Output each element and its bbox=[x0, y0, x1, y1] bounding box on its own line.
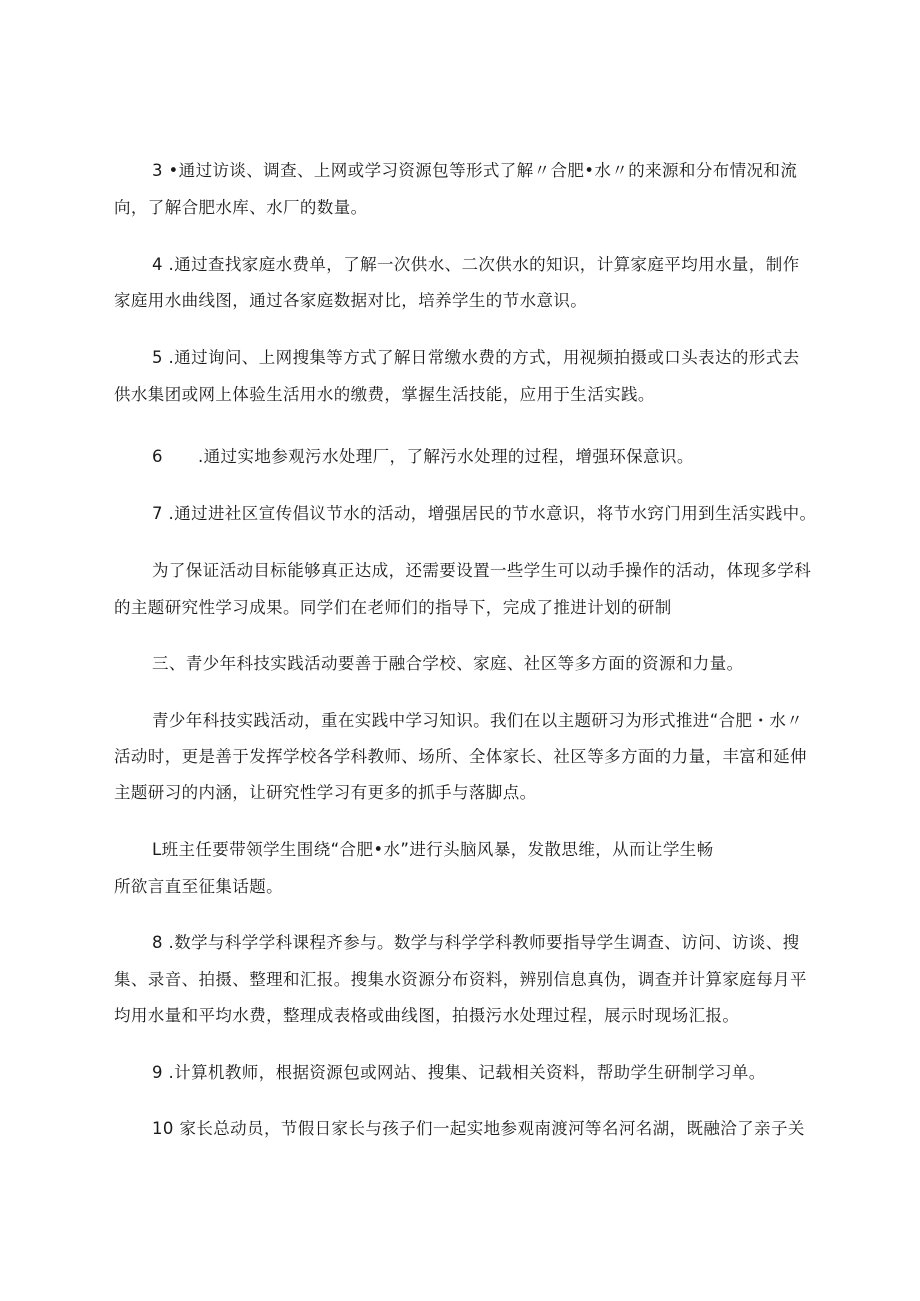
item-6-number: 6 bbox=[152, 447, 163, 466]
item-4-line-2 bbox=[114, 290, 587, 312]
item-8-text-1: .数学与科学学科课程齐参与。数学与科学学科教师要指导学生调查、访问、访谈、搜 bbox=[162, 933, 800, 952]
item-3-text-2: 向，了解合肥水库、水厂的数量。 bbox=[114, 198, 368, 217]
item-5-line-1 bbox=[152, 347, 800, 369]
item-3-number: 3 bbox=[152, 161, 163, 180]
item-4-text-2: 家庭用水曲线图，通过各家庭数据对比，培养学生的节水意识。 bbox=[114, 291, 588, 310]
item-8-line-3 bbox=[114, 1005, 739, 1027]
item-9-number: 9 bbox=[152, 1063, 163, 1082]
item-9-line-1 bbox=[152, 1062, 766, 1084]
goal-paragraph-line-2 bbox=[114, 597, 672, 619]
item-8-text-2: 集、录音、拍摄、整理和汇报。搜集水资源分布资料，辨别信息真伪，调查并计算家庭每月平 bbox=[114, 970, 807, 989]
item-8-text-3: 均用水量和平均水费，整理成表格或曲线图，拍摄污水处理过程，展示时现场汇报。 bbox=[114, 1006, 740, 1025]
item-6-text-1: .通过实地参观污水处理厂，了解污水处理的过程，增强环保意识。 bbox=[198, 447, 694, 466]
goal-paragraph-text-2: 的主题研究性学习成果。同学们在老师们的指导下，完成了推进计划的研制 bbox=[114, 598, 672, 617]
teacher-paragraph-text-1: L班主任要带领学生围绕“合肥•水”进行头脑风暴，发散思维，从而让学生畅 bbox=[152, 840, 714, 859]
item-10-number: 10 bbox=[152, 1119, 174, 1138]
item-9-text-1: .计算机教师，根据资源包或网站、搜集、记载相关资料，帮助学生研制学习单。 bbox=[162, 1063, 766, 1082]
item-8-line-2 bbox=[114, 969, 807, 991]
teacher-paragraph-text-2: 所欲言直至征集话题。 bbox=[114, 877, 283, 896]
youth-paragraph-line-1 bbox=[152, 710, 803, 732]
item-10-text-1: 家长总动员，节假日家长与孩子们一起实地参观南渡河等名河名湖，既融洽了亲子关 bbox=[173, 1119, 805, 1138]
item-5-line-2 bbox=[114, 384, 655, 406]
item-3-line-1 bbox=[152, 160, 797, 182]
youth-paragraph-text-1: 青少年科技实践活动，重在实践中学习知识。我们在以主题研习为形式推进“合肥・水〃 bbox=[152, 711, 804, 730]
youth-paragraph-text-2: 活动时，更是善于发挥学校各学科教师、场所、全体家长、社区等多方面的力量，丰富和延伸 bbox=[114, 747, 807, 766]
item-10-line-1 bbox=[152, 1118, 805, 1140]
section-heading-three bbox=[152, 653, 744, 675]
item-4-text-1: .通过查找家庭水费单，了解一次供水、二次供水的知识，计算家庭平均用水量，制作 bbox=[162, 255, 800, 274]
teacher-paragraph-line-1 bbox=[152, 839, 714, 861]
youth-paragraph-text-3: 主题研习的内涵，让研究性学习有更多的抓手与落脚点。 bbox=[114, 783, 537, 802]
item-5-number: 5 bbox=[152, 348, 163, 367]
item-3-line-2 bbox=[114, 197, 368, 219]
item-8-line-1 bbox=[152, 932, 800, 954]
item-5-text-2: 供水集团或网上体验生活用水的缴费，掌握生活技能，应用于生活实践。 bbox=[114, 385, 655, 404]
item-7-line-1 bbox=[152, 503, 816, 525]
youth-paragraph-line-2 bbox=[114, 746, 807, 768]
item-5-text-1: .通过询问、上网搜集等方式了解日常缴水费的方式，用视频拍摄或口头表达的形式去 bbox=[162, 348, 800, 367]
item-8-number: 8 bbox=[152, 933, 163, 952]
youth-paragraph-line-3 bbox=[114, 782, 537, 804]
goal-paragraph-line-1 bbox=[152, 560, 811, 582]
item-4-line-1 bbox=[152, 254, 800, 276]
item-4-number: 4 bbox=[152, 255, 163, 274]
section-heading-three-text: 三、青少年科技实践活动要善于融合学校、家庭、社区等多方面的资源和力量。 bbox=[152, 654, 744, 673]
item-7-text-1: .通过进社区宣传倡议节水的活动，增强居民的节水意识，将节水窍门用到生活实践中。 bbox=[162, 504, 817, 523]
teacher-paragraph-line-2 bbox=[114, 876, 283, 898]
item-7-number: 7 bbox=[152, 504, 163, 523]
item-3-text-1: •通过访谈、调查、上网或学习资源包等形式了解〃合肥•水〃的来源和分布情况和流 bbox=[162, 161, 798, 180]
goal-paragraph-text-1: 为了保证活动目标能够真正达成，还需要设置一些学生可以动手操作的活动，体现多学科 bbox=[152, 561, 812, 580]
item-6-line-1 bbox=[152, 446, 694, 468]
